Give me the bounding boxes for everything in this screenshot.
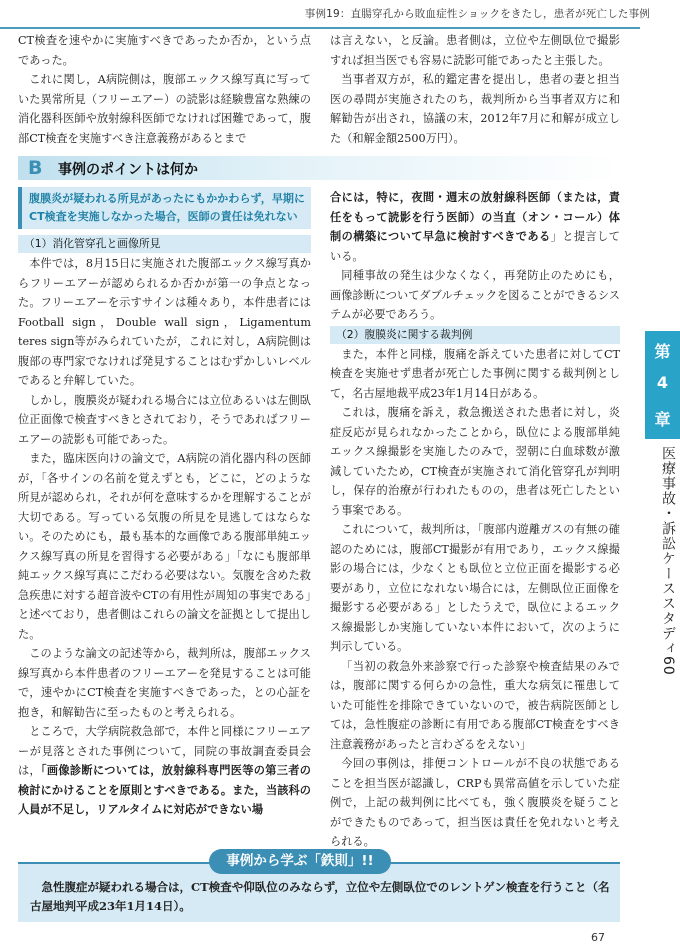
lesson-text: 急性腹症が疑われる場合は，CT検査や仰臥位のみならず，立位や左側臥位でのレントゲン検査を行うこと（名古屋地判平成23年1月14日）。 bbox=[30, 880, 610, 913]
paragraph: 本件では，8月15日に実施された腹部エックス線写真からフリーエアーが認められるか否かが第一の争点となった。フリーエアーを示すサインは種々あり，本件患者にはFootball sign，Double wall sign，Ligamentum teres sign等がみられていたが，これに対し，A病院側は腹部の専門家でなければ発見することはむずかしいレベルであると弁解していた。 bbox=[18, 257, 311, 387]
chapter-tab bbox=[645, 331, 680, 439]
chapter-tab-char: 第 bbox=[654, 342, 671, 361]
key-point-callout: 腹膜炎が疑われる所見があったにもかかわらず，早期にCT検査を実施しなかった場合，医師の責任は免れない bbox=[18, 187, 311, 229]
section-heading bbox=[18, 156, 620, 180]
chapter-tab-char: 章 bbox=[654, 410, 671, 429]
paragraph: これについて，裁判所は，「腹部内遊離ガスの有無の確認のためには，腹部CT撮影が有用であり，エックス線撮影の場合には，少なくとも臥位と立位正面を撮影する必要があり，立位になれない場合には，左側臥位正面像を撮影する必要がある」としたうえで，臥位によるエックス線撮影しか実施していない本件において，次のように判示している。 bbox=[330, 523, 620, 653]
paragraph: これは，腹痛を訴え，救急搬送された患者に対し，炎症反応が見られなかったことから，臥位による腹部単純エックス線撮影を実施したのみで，翌朝に白血球数が激減していたため，CT検査が実施されて消化管穿孔が判明し，保存的治療が行われたものの，患者は死亡したという事案である。 bbox=[330, 406, 620, 517]
running-header: 事例19：直腸穿孔から敗血症性ショックをきたし，患者が死亡した事例 bbox=[304, 8, 650, 20]
right-column bbox=[330, 188, 620, 852]
left-column bbox=[18, 188, 311, 820]
paragraph: 当事者双方が，私的鑑定書を提出し，患者の妻と担当医の尋問が実施されたのち，裁判所から当事者双方に和解勧告が出され，協議の末，2012年7月に和解が成立した（和解金額2500万円）。 bbox=[330, 73, 620, 145]
paragraph: これに関し，A病院側は，腹部エックス線写真に写っていた異常所見（フリーエアー）の読影は経験豊富な熟練の消化器科医師や放射線科医師でなければ困難であって，腹部CT検査を実施すべき注意義務があるとまで bbox=[18, 73, 311, 145]
paragraph: また，本件と同様，腹痛を訴えていた患者に対してCT検査を実施せず患者が死亡した事例に関する裁判例として，名古屋地裁平成23年1月14日がある。 bbox=[330, 347, 620, 400]
paragraph: CT検査を速やかに実施すべきであったか否か，という点であった。 bbox=[18, 34, 311, 67]
paragraph-text: 」と提言している。 bbox=[330, 230, 620, 263]
paragraph-text: ところで，大学病院救急部で，本件と同様にフリーエアーが見落とされた事例について，同院の事故調査委員会は， bbox=[18, 725, 311, 777]
paragraph: 今回の事例は，排便コントロールが不良の状態であることを担当医が認識し，CRPも異常高値を示していた症例で，上記の裁判例に比べても，強く腹膜炎を疑うことができたものであって，担当医は責任を免れないと考えられる。 bbox=[330, 757, 620, 848]
bold-quote: 「画像診断については，放射線科専門医等の第三者の検討にかけることを原則とすべきである。また，当該科の人員が不足し，リアルタイムに対応ができない場 bbox=[18, 763, 311, 816]
chapter-title: 医療事故・訴訟ケーススタディ60 bbox=[660, 446, 676, 676]
section-letter: B bbox=[28, 157, 43, 179]
paragraph: は言えない，と反論。患者側は，立位や左側臥位で撮影すれば担当医でも容易に読影可能であったと主張した。 bbox=[330, 34, 620, 67]
paragraph bbox=[330, 188, 620, 266]
page-number: 67 bbox=[591, 931, 605, 944]
paragraph bbox=[18, 722, 311, 820]
top-right-column bbox=[330, 31, 620, 148]
subheading-1: （1）消化管穿孔と画像所見 bbox=[18, 235, 311, 253]
paragraph: しかし，腹膜炎が疑われる場合には立位あるいは左側臥位正面像で検査すべきとされており，そうであればフリーエアーの読影も可能であった。 bbox=[18, 393, 311, 446]
bold-quote-continued: 合には，特に，夜間・週末の放射線科医師（または，責任をもって読影を行う医師）の当直（オン・コール）体制の構築について早急に検討すべきである bbox=[330, 190, 620, 243]
paragraph: また，臨床医向けの論文で，A病院の消化器内科の医師が，「各サインの名前を覚えずとも，どこに，どのような所見が認められ，それが何を意味するかを理解することが大切である。写っている気腹の所見を見逃してはならない。そのためにも，最も基本的な画像である腹部単純エックス線写真の所見を習得する必要がある」「なにも腹部単純エックス線写真にこだわる必要はない。気腹を含めた救急疾患に対する超音波やCTの有用性が周知の事実である」と述べており，患者側はこれらの論文を証拠として提出した。 bbox=[18, 452, 311, 641]
lesson-badge: 事例から学ぶ「鉄則」!! bbox=[209, 849, 391, 874]
paragraph: このような論文の記述等から，裁判所は，腹部エックス線写真から本件患者のフリーエアーを発見することは可能で，速やかにCT検査を実施すべきであった，との心証を抱き，和解勧告に至ったものと考えられる。 bbox=[18, 647, 311, 719]
chapter-tab-number: 4 bbox=[656, 373, 669, 392]
subheading-2: （2）腹膜炎に関する裁判例 bbox=[330, 326, 620, 344]
section-title: 事例のポイントは何か bbox=[58, 162, 198, 178]
top-left-column bbox=[18, 31, 311, 148]
header-rule bbox=[0, 27, 640, 29]
paragraph: 同種事故の発生は少なくなく，再発防止のためにも，画像診断についてダブルチェックを図ることができるシステムが必要であろう。 bbox=[330, 269, 620, 321]
court-quote: 「当初の救急外来診察で行った診察や検査結果のみでは，腹部に関する何らかの急性，重大な病気に罹患していた可能性を排除できていないので，被告病院医師としては，急性腹症の診断に有用である腹部CT検査をすべき注意義務があったと言わざるをえない」 bbox=[330, 659, 620, 751]
